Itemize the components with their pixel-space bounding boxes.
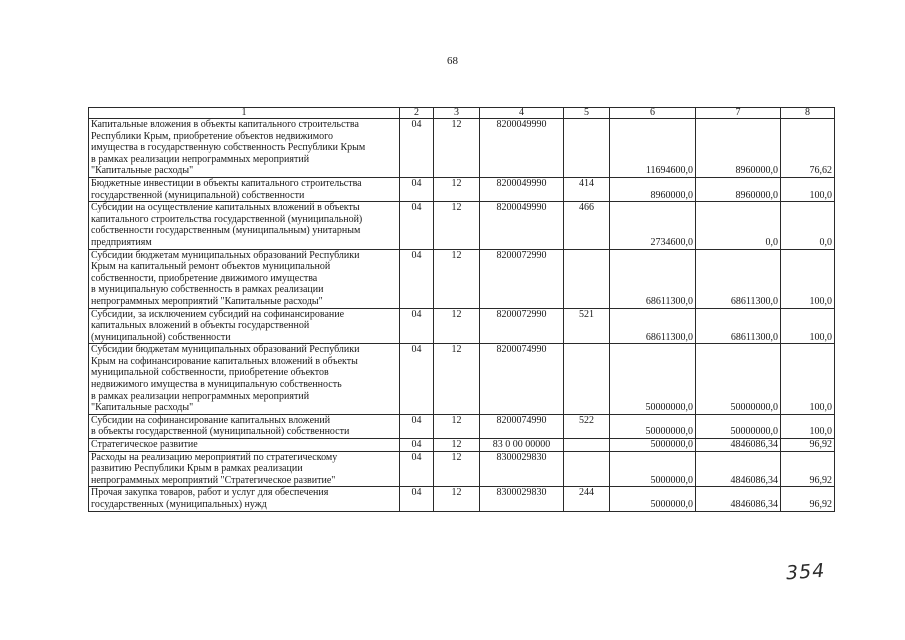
description-line: "Капитальные расходы" <box>91 402 194 414</box>
planned-amount: 5000000,0 <box>610 487 696 511</box>
executed-amount: 8960000,0 <box>696 177 781 201</box>
target-article-code: 8200072990 <box>480 308 564 344</box>
description-line: собственности, приобретение движимого имущества <box>91 272 318 284</box>
executed-amount: 4846086,34 <box>696 439 781 452</box>
subsection-code: 12 <box>434 177 480 201</box>
section-code: 04 <box>400 119 434 178</box>
table-row <box>89 439 835 452</box>
expense-type-code <box>564 119 610 178</box>
target-article-code: 8200049990 <box>480 119 564 178</box>
subsection-code: 12 <box>434 344 480 415</box>
subsection-code: 12 <box>434 249 480 308</box>
description-line: предприятиям <box>91 236 152 248</box>
description-line: в рамках реализации непрограммных мероприятий <box>91 390 310 402</box>
description-line: Бюджетные инвестиции в объекты капитального строительства <box>91 177 362 189</box>
description-line: Прочая закупка товаров, работ и услуг для обеспечения <box>91 487 329 499</box>
header-cell: 3 <box>434 108 480 119</box>
expense-type-code <box>564 249 610 308</box>
description-line: Капитальные вложения в объекты капитального строительства <box>91 119 359 130</box>
table-row <box>89 487 835 511</box>
description-line: развитию Республики Крым в рамках реализации <box>91 463 303 475</box>
planned-amount: 68611300,0 <box>610 249 696 308</box>
subsection-code: 12 <box>434 487 480 511</box>
execution-percent: 0,0 <box>781 202 835 249</box>
header-cell: 2 <box>400 108 434 119</box>
table-row <box>89 119 835 178</box>
section-code: 04 <box>400 202 434 249</box>
target-article-code: 8300029830 <box>480 451 564 487</box>
target-article-code: 8200049990 <box>480 202 564 249</box>
description-line: муниципальной собственности, приобретение объектов <box>91 367 329 379</box>
target-article-code: 8200074990 <box>480 414 564 438</box>
row-description <box>89 202 400 249</box>
expense-type-code <box>564 344 610 415</box>
expense-type-code: 414 <box>564 177 610 201</box>
planned-amount: 68611300,0 <box>610 308 696 344</box>
row-description <box>89 177 400 201</box>
table-row <box>89 249 835 308</box>
description-line: собственности государственным (муниципальным) унитарным <box>91 225 361 237</box>
row-description <box>89 487 400 511</box>
description-line: непрограммных мероприятий "Стратегическое развитие" <box>91 474 336 486</box>
subsection-code: 12 <box>434 439 480 452</box>
table-row <box>89 177 835 201</box>
section-code: 04 <box>400 308 434 344</box>
header-cell: 5 <box>564 108 610 119</box>
expense-type-code: 522 <box>564 414 610 438</box>
table-row <box>89 344 835 415</box>
header-cell: 7 <box>696 108 781 119</box>
header-cell: 8 <box>781 108 835 119</box>
planned-amount: 8960000,0 <box>610 177 696 201</box>
subsection-code: 12 <box>434 414 480 438</box>
description-line: Республики Крым, приобретение объектов недвижимого <box>91 130 333 142</box>
execution-percent: 100,0 <box>781 177 835 201</box>
description-line: недвижимого имущества в муниципальную собственность <box>91 379 342 391</box>
executed-amount: 4846086,34 <box>696 487 781 511</box>
executed-amount: 50000000,0 <box>696 414 781 438</box>
description-line: в рамках реализации непрограммных мероприятий <box>91 153 310 165</box>
header-cell: 4 <box>480 108 564 119</box>
execution-percent: 96,92 <box>781 451 835 487</box>
table-row <box>89 202 835 249</box>
section-code: 04 <box>400 344 434 415</box>
description-line: (муниципальной) собственности <box>91 331 231 343</box>
section-code: 04 <box>400 487 434 511</box>
subsection-code: 12 <box>434 202 480 249</box>
target-article-code: 8200072990 <box>480 249 564 308</box>
description-line: Субсидии бюджетам муниципальных образований Республики <box>91 344 360 356</box>
row-description <box>89 119 400 178</box>
executed-amount: 68611300,0 <box>696 308 781 344</box>
handwritten-page-number: 354 <box>785 559 826 585</box>
target-article-code: 8300029830 <box>480 487 564 511</box>
planned-amount: 5000000,0 <box>610 439 696 452</box>
description-line: капитальных вложений в объекты государственной <box>91 320 310 332</box>
description-line: Стратегическое развитие <box>91 439 198 451</box>
execution-percent: 100,0 <box>781 249 835 308</box>
table-header-row <box>89 108 835 119</box>
subsection-code: 12 <box>434 119 480 178</box>
description-line: Крым на софинансирование капитальных вложений в объекты <box>91 355 358 367</box>
header-cell: 6 <box>610 108 696 119</box>
expense-type-code <box>564 451 610 487</box>
planned-amount: 11694600,0 <box>610 119 696 178</box>
execution-percent: 96,92 <box>781 487 835 511</box>
executed-amount: 68611300,0 <box>696 249 781 308</box>
description-line: "Капитальные расходы" <box>91 165 194 177</box>
row-description <box>89 451 400 487</box>
description-line: государственных (муниципальных) нужд <box>91 499 267 510</box>
description-line: в объекты государственной (муниципальной) собственности <box>91 426 350 438</box>
subsection-code: 12 <box>434 451 480 487</box>
execution-percent: 96,92 <box>781 439 835 452</box>
planned-amount: 50000000,0 <box>610 344 696 415</box>
row-description <box>89 308 400 344</box>
table-row <box>89 451 835 487</box>
planned-amount: 50000000,0 <box>610 414 696 438</box>
row-description <box>89 344 400 415</box>
section-code: 04 <box>400 451 434 487</box>
page-number: 68 <box>447 55 458 67</box>
executed-amount: 50000000,0 <box>696 344 781 415</box>
table-row <box>89 308 835 344</box>
description-line: Субсидии на софинансирование капитальных вложений <box>91 414 331 426</box>
target-article-code: 8200049990 <box>480 177 564 201</box>
row-description <box>89 414 400 438</box>
description-line: Субсидии бюджетам муниципальных образований Республики <box>91 249 360 261</box>
section-code: 04 <box>400 249 434 308</box>
target-article-code: 8200074990 <box>480 344 564 415</box>
expense-type-code: 244 <box>564 487 610 511</box>
expense-type-code: 466 <box>564 202 610 249</box>
description-line: Крым на капитальный ремонт объектов муниципальной <box>91 261 331 273</box>
row-description <box>89 249 400 308</box>
budget-table <box>88 107 835 512</box>
execution-percent: 100,0 <box>781 414 835 438</box>
description-line: в муниципальную собственность в рамках реализации <box>91 284 324 296</box>
description-line: имущества в государственную собственность Республики Крым <box>91 142 366 154</box>
description-line: Субсидии, за исключением субсидий на софинансирование <box>91 308 345 320</box>
description-line: капитального строительства государственной (муниципальной) <box>91 213 363 225</box>
executed-amount: 4846086,34 <box>696 451 781 487</box>
executed-amount: 8960000,0 <box>696 119 781 178</box>
description-line: Расходы на реализацию мероприятий по стратегическому <box>91 451 338 463</box>
execution-percent: 100,0 <box>781 308 835 344</box>
execution-percent: 76,62 <box>781 119 835 178</box>
expense-type-code <box>564 439 610 452</box>
description-line: непрограммных мероприятий "Капитальные расходы" <box>91 295 323 307</box>
description-line: государственной (муниципальной) собственности <box>91 189 305 201</box>
section-code: 04 <box>400 414 434 438</box>
planned-amount: 5000000,0 <box>610 451 696 487</box>
section-code: 04 <box>400 439 434 452</box>
expense-type-code: 521 <box>564 308 610 344</box>
executed-amount: 0,0 <box>696 202 781 249</box>
planned-amount: 2734600,0 <box>610 202 696 249</box>
description-line: Субсидии на осуществление капитальных вложений в объекты <box>91 202 360 214</box>
row-description <box>89 439 400 452</box>
header-cell: 1 <box>89 108 400 119</box>
subsection-code: 12 <box>434 308 480 344</box>
execution-percent: 100,0 <box>781 344 835 415</box>
section-code: 04 <box>400 177 434 201</box>
table-row <box>89 414 835 438</box>
target-article-code: 83 0 00 00000 <box>480 439 564 452</box>
